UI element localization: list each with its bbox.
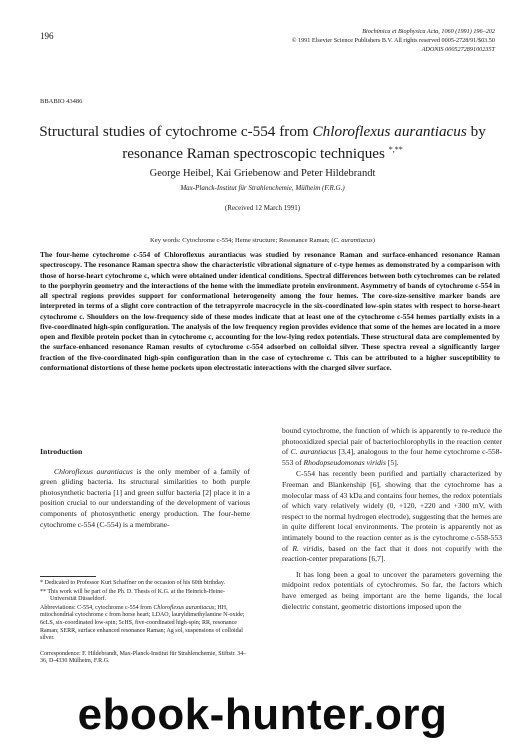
footnote-divider xyxy=(40,576,96,577)
abbreviations-text-b: ; HH, mitochondrial cytochrome c from horse heart; LDAO, lauryldimethylamine N-oxide; 6cLS, six-coordinated low-spin; 5cHS, five-coordinated high-spin; RR, resonance Raman; SERR, surface enhanced resonance Raman; Ag sol, suspensions of colloidal silver. xyxy=(40,604,245,642)
title-part-1: Structural studies of cytochrome c-554 from xyxy=(39,123,313,140)
correspondence: Correspondence: F. Hildebrandt, Max-Planck-Institut für Strahlenchemie, Stiftstr. 34–36, D-4330 Mülheim, F.R.G. xyxy=(40,650,247,665)
right-paragraph-3: It has long been a goal to uncover the parameters governing the midpoint redox potentials of cytochromes. So far, the factors which have emerged as being important are the heme ligands, the local dielectric constant, geometric distortions imposed upon the xyxy=(282,569,502,611)
rp2-text-b: , based on the fact that it does not copurify with the reaction-center preparations [6,7]. xyxy=(282,543,503,564)
keywords xyxy=(30,237,495,244)
footnotes xyxy=(40,580,250,667)
intro-paragraph xyxy=(40,467,250,531)
rp1-organism: C. aurantiacus xyxy=(290,447,337,457)
page-number: 196 xyxy=(40,31,54,41)
article-title xyxy=(30,123,495,163)
journal-header xyxy=(292,27,495,54)
copyright-line: © 1991 Elsevier Science Publishers B.V. All rights reserved 0005-2728/91/$03.50 xyxy=(291,37,495,44)
rp1-organism-2: Rhodopseudomonas viridis xyxy=(303,457,386,467)
keywords-label: Key words: xyxy=(150,237,183,244)
section-heading-introduction: Introduction xyxy=(40,447,83,456)
right-paragraph-1 xyxy=(282,426,502,468)
journal-citation: Biochimica et Biophysica Acta, 1060 (1991) 196–202 xyxy=(362,28,495,35)
title-footnote-marks: *,** xyxy=(388,145,403,154)
intro-organism: Chloroflexus aurantiacus xyxy=(54,466,133,476)
adonis-code: ADONIS 000527289100235T xyxy=(421,46,495,53)
received-date: (Received 12 March 1991) xyxy=(224,204,301,212)
keywords-close: ) xyxy=(372,237,375,244)
keywords-organism: C. aurantiacus xyxy=(333,237,373,244)
intro-text: is the only member of a family of green gliding bacteria. Its structural similarities to both purple photosynthetic bacteria [1] and green sulfur bacteria [2] place it in a position crucial to our understanding of the development of various components of photosynthetic energy production. The four-heme cytochrome c-554 (C-554) is a membrane- xyxy=(40,466,250,529)
footnote-dedication: * Dedicated to Professor Kurt Schaffner on the occasion of his 60th birthday. xyxy=(40,580,225,586)
article-code: BBABIO 43486 xyxy=(40,98,83,105)
rp2-organism: R. viridis xyxy=(292,543,323,553)
right-paragraph-2 xyxy=(282,469,502,564)
rp1-text-c: [5]. xyxy=(386,457,399,467)
rp2-text-a: C-554 has recently been purified and partially characterized by Freeman and Blankenship [6], showing that the cytochrome has a molecular mass of 43 kDa and contains four hemes, the redox potentials of which vary relatively widely (0, +120, +220 and +300 mV, with respect to the normal hydrogen electrode), suggesting that the hemes are in quite different local environments. The protein is apparently not as intimately bound to the reaction center as is the cytochrome c-558-553 of xyxy=(282,469,502,553)
right-column xyxy=(282,426,502,612)
abbreviations-organism: Chloroflexus aurantiacus xyxy=(153,604,215,611)
abstract: The four-heme cytochrome c-554 of Chloroflexus aurantiacus was studied by resonance Raman and surface-enhanced resonance Raman spectroscopy. The resonance Raman spectra show the characteristic vibrational signature of c-type hemes as demonstrated by a comparison with those of horse-heart cytochrome c, which were obtained under identical conditions. Spectral differences between both cytochromes can be related to the porphyrin geometry and the interactions of the heme with the immediate protein environment. Asymmetry of bands of cytochrome c-554 in all spectral regions provides support for conformational heterogeneity among the four hemes. The core-size-sensitive marker bands are interpreted in terms of a slight core contraction of the tetrapyrrole macrocycle in the six-coordinated low-spin states with respect to horse-heart cytochrome c. Shoulders on the low-frequency side of these modes indicate that at least one of the cytochrome c-554 hemes partially exists in a five-coordinated high-spin configuration. The analysis of the low frequency region provides evidence that some of the hemes are located in a more open and flexible protein pocket than in cytochrome c, accounting for the low-lying redox potentials. These structural data are complemented by the surface-enhanced resonance Raman results of cytochrome c-554 adsorbed on colloidal silver. These spectra reveal a significantly larger fraction of the five-coordinated high-spin configuration than in the case of cytochrome c. This can be attributed to a higher susceptibility to conformational distortions of these heme pockets upon electrostatic interactions with the charged silver surface. xyxy=(40,250,500,372)
authors: George Heibel, Kai Griebenow and Peter Hildebrandt xyxy=(149,168,376,179)
watermark: ebook-hunter.org xyxy=(77,690,448,739)
rp1-text-b: [3,4], analogous to the four heme cytochrome c-558-553 of xyxy=(282,447,502,467)
affiliation: Max-Planck-Institut für Strahlenchemie, Mülheim (F.R.G.) xyxy=(180,184,345,192)
title-part-2: by resonance Raman spectroscopic techniques xyxy=(122,123,486,163)
rp1-text-a: bound cytochrome, the function of which is apparently to re-reduce the photooxidized special pair of bacteriochlorophylls in the reaction center of xyxy=(282,426,502,457)
footnote-abbreviations xyxy=(40,605,250,643)
title-organism: Chloroflexus aurantiacus xyxy=(312,123,467,140)
left-column xyxy=(40,447,250,530)
keywords-text: Cytochrome c-554; Heme structure; Resonance Raman; ( xyxy=(182,237,334,244)
abbreviations-text-a: Abbreviations: C-554, cytochrome c-554 from xyxy=(40,604,154,611)
footnote-thesis: ** This work will be part of the Ph. D. Thesis of K.G. at the Heinrich-Heine-Universität Düsseldorf. xyxy=(40,588,225,603)
